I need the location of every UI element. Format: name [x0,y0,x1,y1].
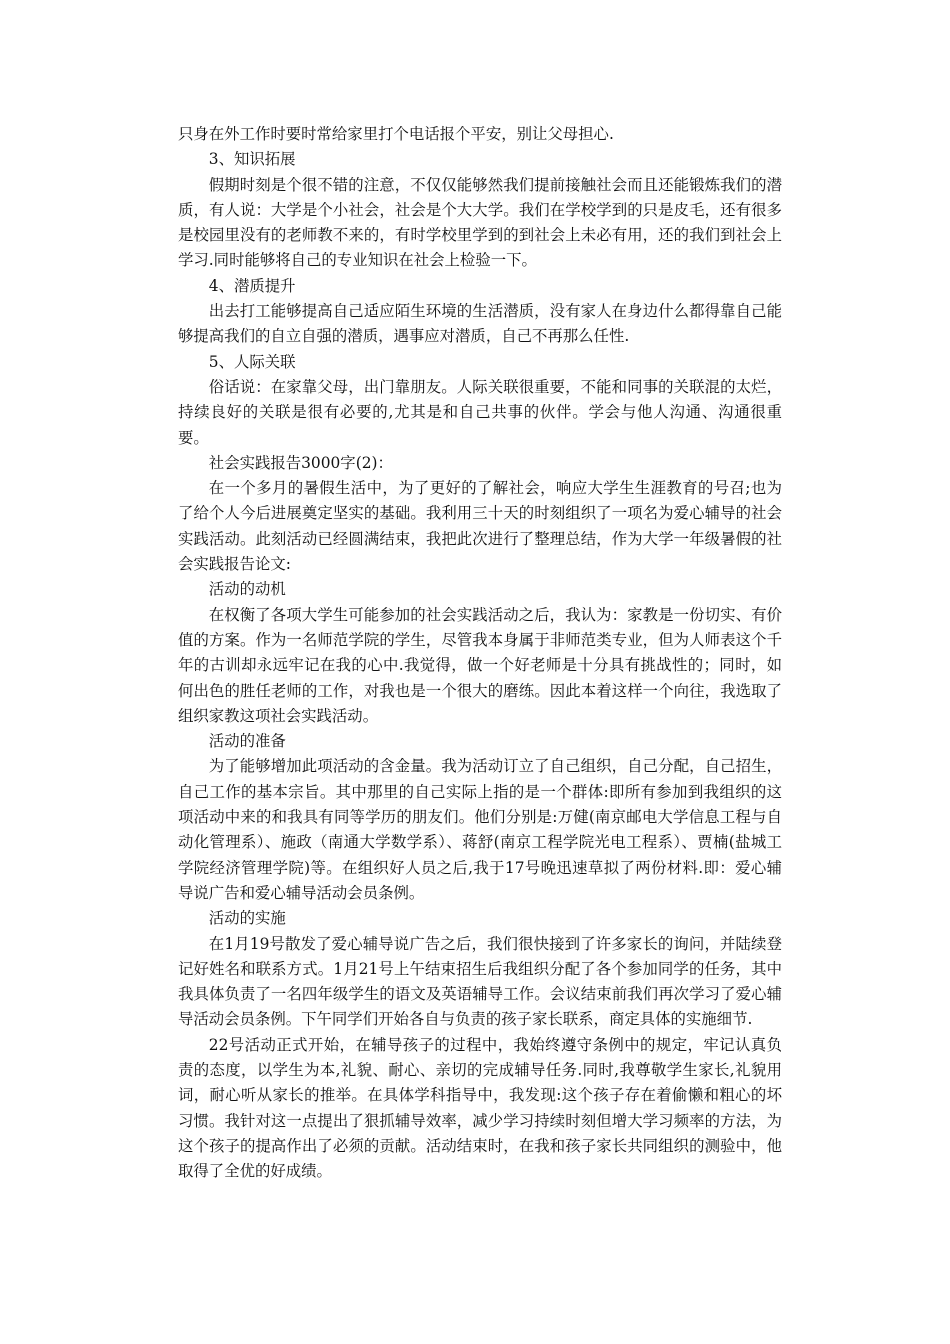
section-heading: 活动的准备 [208,732,286,751]
document-page [178,122,782,1184]
paragraph: 在一个多月的暑假生活中，为了更好的了解社会，响应大学生生涯教育的号召;也为了给个人今后进展奠定坚实的基础。我利用三十天的时刻组织了一项名为爱心辅导的社会实践活动。此刻活动已经圆满结束，我把此次进行了整理总结，作为大学一年级暑假的社会实践报告论文: [178,479,782,574]
section-heading: 4、潜质提升 [208,276,296,295]
section-heading: 5、人际关联 [208,352,296,371]
paragraph: 俗话说：在家靠父母，出门靠朋友。人际关联很重要，不能和同事的关联混的太烂，持续良好的关联是很有必要的,尤其是和自己共事的伙伴。学会与他人沟通、沟通很重要。 [178,377,782,447]
paragraph: 为了能够增加此项活动的含金量。我为活动订立了自己组织，自己分配，自己招生，自己工作的基本宗旨。其中那里的自己实际上指的是一个群体:即所有参加到我组织的这项活动中来的和我具有同等学历的朋友们。他们分别是:万健(南京邮电大学信息工程与自动化管理系）、施政（南通大学数学系）、蒋舒(南京工程学院光电工程系）、贾楠(盐城工学院经济管理学院)等。在组织好人员之后,我于17号晚迅速草拟了两份材料.即：爱心辅导说广告和爱心辅导活动会员条例。 [178,757,782,902]
section-heading: 活动的动机 [208,580,286,599]
paragraph: 出去打工能够提高自己适应陌生环境的生活潜质，没有家人在身边什么都得靠自己能够提高我们的自立自强的潜质，遇事应对潜质，自己不再那么任性. [178,302,782,346]
section-heading: 活动的实施 [208,909,286,928]
paragraph: 22号活动正式开始，在辅导孩子的过程中，我始终遵守条例中的规定，牢记认真负责的态度，以学生为本,礼貌、耐心、亲切的完成辅导任务.同时,我尊敬学生家长,礼貌用词，耐心听从家长的推举。在具体学科指导中，我发现:这个孩子存在着偷懒和粗心的坏习惯。我针对这一点提出了狠抓辅导效率，减少学习持续时刻但增大学习频率的方法，为这个孩子的提高作出了必须的贡献。活动结束时，在我和孩子家长共同组织的测验中，他取得了全优的好成绩。 [178,1035,782,1181]
paragraph: 假期时刻是个很不错的注意，不仅仅能够然我们提前接触社会而且还能锻炼我们的潜质，有人说：大学是个小社会，社会是个大大学。我们在学校学到的只是皮毛，还有很多是校园里没有的老师教不来的，有时学校里学到的到社会上未必有用，还的我们到社会上学习.同时能够将自己的专业知识在社会上检验一下。 [178,175,782,270]
paragraph: 只身在外工作时要时常给家里打个电话报个平安，别让父母担心. [178,125,614,143]
paragraph: 在权衡了各项大学生可能参加的社会实践活动之后，我认为：家教是一份切实、有价值的方案。作为一名师范学院的学生，尽管我本身属于非师范类专业，但为人师表这个千年的古训却永远牢记在我的心中.我觉得，做一个好老师是十分具有挑战性的；同时，如何出色的胜任老师的工作，对我也是一个很大的磨练。因此本着这样一个向往，我选取了组织家教这项社会实践活动。 [178,605,782,725]
section-heading: 3、知识拓展 [208,150,296,169]
paragraph: 在1月19号散发了爱心辅导说广告之后，我们很快接到了许多家长的询问，并陆续登记好姓名和联系方式。1月21号上午结束招生后我组织分配了各个参加同学的任务，其中我具体负责了一名四年级学生的语文及英语辅导工作。会议结束前我们再次学习了爱心辅导活动会员条例。下午同学们开始各自与负责的孩子家长联系，商定具体的实施细节. [178,934,782,1029]
report-title: 社会实践报告3000字(2)： [208,453,393,472]
